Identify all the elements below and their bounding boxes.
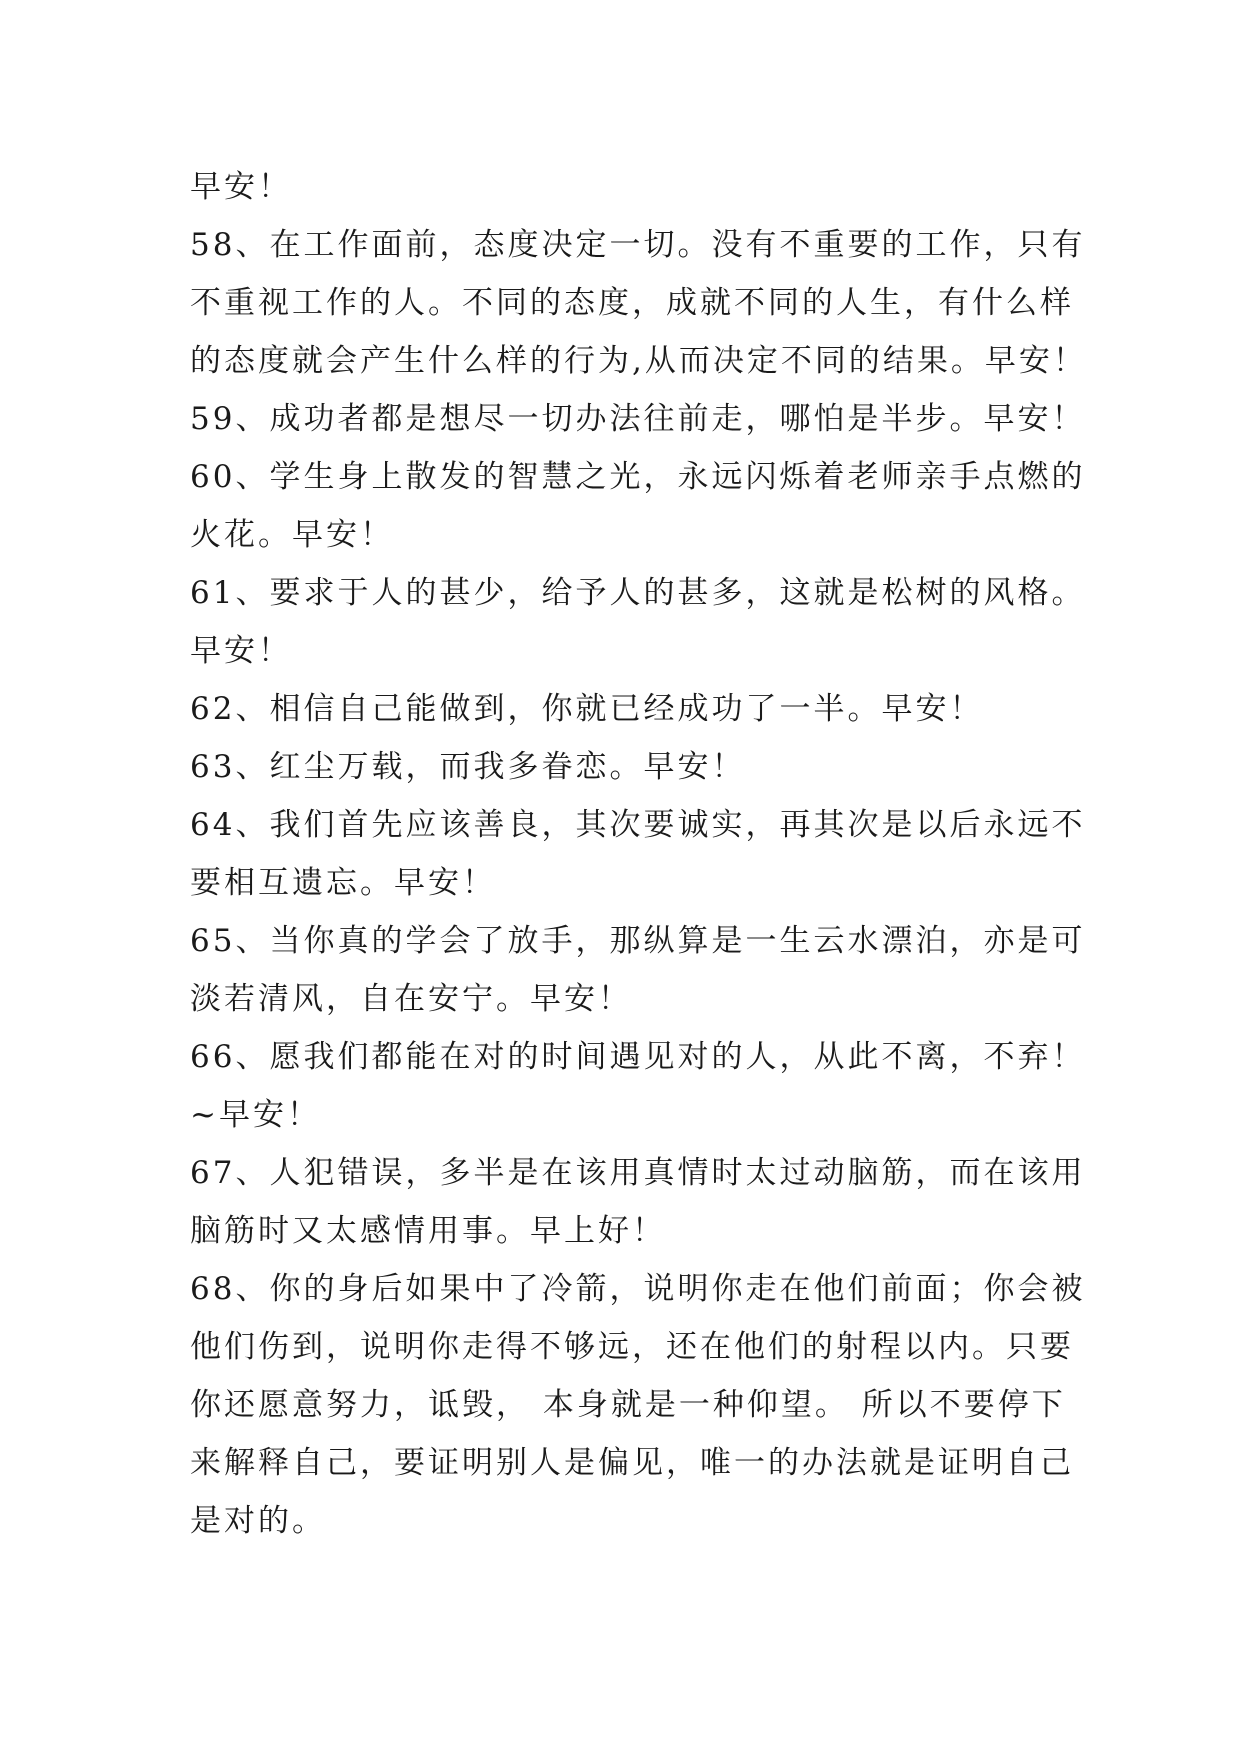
text-line: 59、成功者都是想尽一切办法往前走，哪怕是半步。早安！	[190, 401, 1086, 437]
text-line: 要相互遗忘。早安！	[190, 865, 496, 901]
text-line: 66、愿我们都能在对的时间遇见对的人，从此不离，不弃！	[190, 1039, 1086, 1075]
text-line: 63、红尘万载，而我多眷恋。早安！	[190, 749, 746, 785]
text-line: 来解释自己，要证明别人是偏见，唯一的办法就是证明自己	[190, 1445, 1074, 1481]
text-line: 他们伤到，说明你走得不够远，还在他们的射程以内。只要	[190, 1329, 1074, 1365]
text-line: 早安！	[190, 169, 292, 205]
text-line: 61、要求于人的甚少，给予人的甚多，这就是松树的风格。	[190, 575, 1086, 611]
document-body	[190, 158, 1087, 1550]
text-line: 58、在工作面前，态度决定一切。没有不重要的工作，只有	[190, 227, 1086, 263]
text-line: ~早安！	[190, 1097, 321, 1133]
text-line: 不重视工作的人。不同的态度，成就不同的人生，有什么样	[190, 285, 1074, 321]
text-line: 62、相信自己能做到，你就已经成功了一半。早安！	[190, 691, 984, 727]
text-line: 火花。早安！	[190, 517, 394, 553]
text-line: 淡若清风，自在安宁。早安！	[190, 981, 632, 1017]
text-line: 65、当你真的学会了放手，那纵算是一生云水漂泊，亦是可	[190, 923, 1086, 959]
text-line: 的态度就会产生什么样的行为,从而决定不同的结果。早安！	[190, 343, 1087, 379]
text-line: 是对的。	[190, 1503, 326, 1539]
text-line: 早安！	[190, 633, 292, 669]
text-line: 64、我们首先应该善良，其次要诚实，再其次是以后永远不	[190, 807, 1086, 843]
text-line: 你还愿意努力，诋毁， 本身就是一种仰望。 所以不要停下	[190, 1387, 1066, 1423]
text-line: 60、学生身上散发的智慧之光，永远闪烁着老师亲手点燃的	[190, 459, 1086, 495]
text-line: 68、你的身后如果中了冷箭，说明你走在他们前面；你会被	[190, 1271, 1086, 1307]
text-line: 67、人犯错误，多半是在该用真情时太过动脑筋，而在该用	[190, 1155, 1086, 1191]
text-line: 脑筋时又太感情用事。早上好！	[190, 1213, 666, 1249]
